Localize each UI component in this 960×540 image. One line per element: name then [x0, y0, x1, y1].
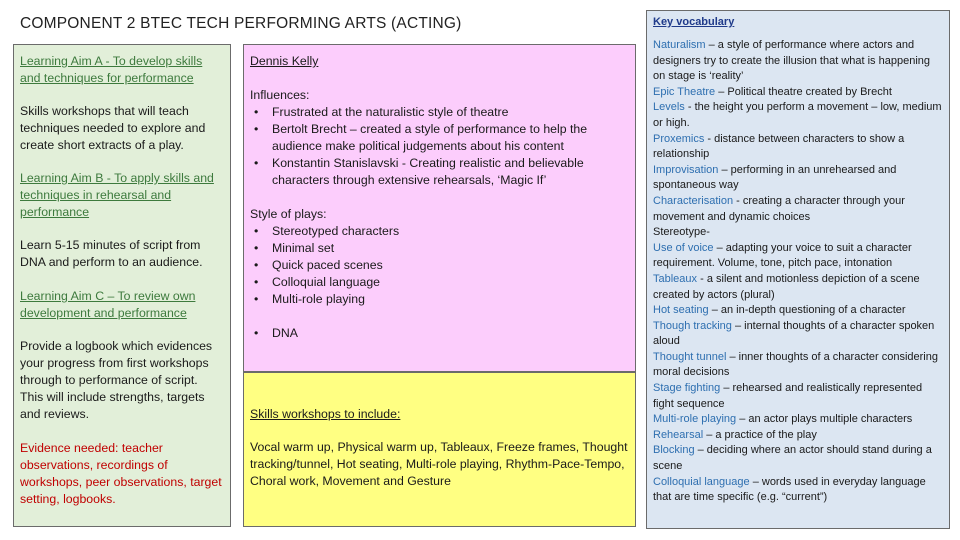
vocab-term: Epic Theatre — [653, 85, 716, 98]
vocab-item — [653, 319, 944, 350]
vocab-item — [653, 443, 944, 474]
evidence-needed: Evidence needed: teacher observations, recordings of workshops, peer observations, target setting, logbooks. — [20, 441, 222, 506]
vocab-definition: - the height you perform a movement – low, medium or high. — [653, 101, 942, 129]
aim-a-heading: Learning Aim A - To develop skills and techniques for performance — [20, 54, 203, 85]
vocab-item — [653, 412, 944, 428]
vocab-definition: – a practice of the play — [703, 428, 817, 441]
vocab-term: Use of voice — [653, 241, 714, 254]
vocab-definition: – a style of performance where actors and designers try to create the illusion that what is happening on stage is ‘reality’ — [653, 39, 930, 83]
vocab-definition: – an in-depth questioning of a character — [708, 304, 906, 317]
vocab-term: Though tracking — [653, 319, 732, 332]
influences-heading: Influences: — [250, 88, 310, 102]
vocab-definition: – inner thoughts of a character considering moral decisions — [653, 350, 938, 379]
vocab-term: Stage fighting — [653, 382, 721, 395]
vocab-item — [653, 303, 944, 319]
vocab-list — [653, 38, 944, 506]
vocab-item — [653, 100, 944, 131]
vocab-definition: – words used in everyday language that are time specific (e.g. “current”) — [653, 475, 926, 504]
influences-list — [250, 104, 629, 189]
list-item: • Minimal set — [250, 240, 629, 257]
vocab-definition: – Political theatre created by Brecht — [715, 85, 892, 98]
learning-aims-panel — [13, 44, 231, 527]
aim-a-text: Skills workshops that will teach techniques needed to explore and create short extracts of a play. — [20, 104, 206, 152]
playwright-panel — [243, 44, 636, 372]
vocab-item — [653, 38, 944, 85]
key-vocabulary-panel — [646, 10, 950, 529]
workshops-heading: Skills workshops to include: — [250, 407, 401, 421]
vocab-term: Colloquial language — [653, 475, 750, 488]
vocab-item — [653, 225, 944, 241]
vocab-term: Thought tunnel — [653, 350, 727, 363]
list-item: • Colloquial language — [250, 274, 629, 291]
vocab-term: Hot seating — [653, 304, 709, 317]
vocab-item — [653, 381, 944, 412]
vocab-term: Rehearsal — [653, 428, 704, 441]
vocab-term: Tableaux — [653, 272, 698, 285]
vocab-definition: – adapting your voice to suit a character requirement. Volume, tone, pitch pace, intonation — [653, 241, 912, 270]
list-item: • Multi-role playing — [250, 291, 629, 308]
vocab-heading: Key vocabulary — [653, 16, 735, 28]
aim-b-heading: Learning Aim B - To apply skills and techniques in rehearsal and performance — [20, 171, 214, 219]
vocab-item — [653, 194, 944, 225]
vocab-definition: – performing in an unrehearsed and spontaneous way — [653, 163, 897, 192]
vocab-definition: – rehearsed and realistically represented fight sequence — [653, 382, 923, 410]
vocab-definition: – deciding where an actor should stand during a scene — [653, 444, 932, 473]
vocab-term: Multi-role playing — [653, 413, 737, 426]
aim-c-heading: Learning Aim C – To review own development and performance — [20, 289, 196, 320]
vocab-item — [653, 428, 944, 444]
vocab-term: Improvisation — [653, 163, 719, 176]
vocab-term: Characterisation — [653, 194, 734, 207]
vocab-definition: - distance between characters to show a relationship — [653, 132, 905, 161]
list-item: • Konstantin Stanislavski - Creating realistic and believable characters through extensive rehearsals, ‘Magic If’ — [250, 155, 629, 189]
vocab-term: Naturalism — [653, 39, 706, 51]
list-item: • Bertolt Brecht – created a style of performance to help the audience make political judgements about his content — [250, 121, 629, 155]
workshops-panel — [243, 372, 636, 527]
playwright-name: Dennis Kelly — [250, 54, 319, 68]
workshops-text: Vocal warm up, Physical warm up, Tableaux, Freeze frames, Thought tracking/tunnel, Hot seating, Multi-role playing, Rhythm-Pace-Tempo, Choral work, Movement and Gesture — [250, 440, 628, 488]
vocab-definition: - a silent and motionless depiction of a scene created by actors (plural) — [653, 272, 920, 301]
vocab-item — [653, 85, 944, 101]
aim-c-text: Provide a logbook which evidences your progress from first workshops through to performance of script. This will include strengths, targets and reviews. — [20, 339, 213, 421]
vocab-definition: Stereotype- — [653, 226, 710, 239]
vocab-definition: – internal thoughts of a character spoken aloud — [653, 319, 935, 348]
list-item: • DNA — [250, 325, 629, 342]
vocab-item — [653, 272, 944, 303]
list-item: • Stereotyped characters — [250, 223, 629, 240]
style-list — [250, 223, 629, 342]
vocab-item — [653, 163, 944, 194]
vocab-definition: – an actor plays multiple characters — [736, 413, 913, 426]
list-item: • Frustrated at the naturalistic style of theatre — [250, 104, 629, 121]
vocab-term: Proxemics — [653, 132, 705, 145]
vocab-item — [653, 132, 944, 163]
vocab-definition: - creating a character through your movement and dynamic choices — [653, 194, 905, 223]
vocab-item — [653, 475, 944, 506]
page-title: COMPONENT 2 BTEC TECH PERFORMING ARTS (ACTING) — [20, 15, 462, 32]
vocab-term: Blocking — [653, 444, 695, 457]
style-heading: Style of plays: — [250, 207, 327, 221]
list-item: • Quick paced scenes — [250, 257, 629, 274]
aim-b-text: Learn 5-15 minutes of script from DNA and perform to an audience. — [20, 238, 203, 269]
vocab-item — [653, 350, 944, 381]
vocab-term: Levels — [653, 101, 685, 114]
vocab-item — [653, 241, 944, 272]
